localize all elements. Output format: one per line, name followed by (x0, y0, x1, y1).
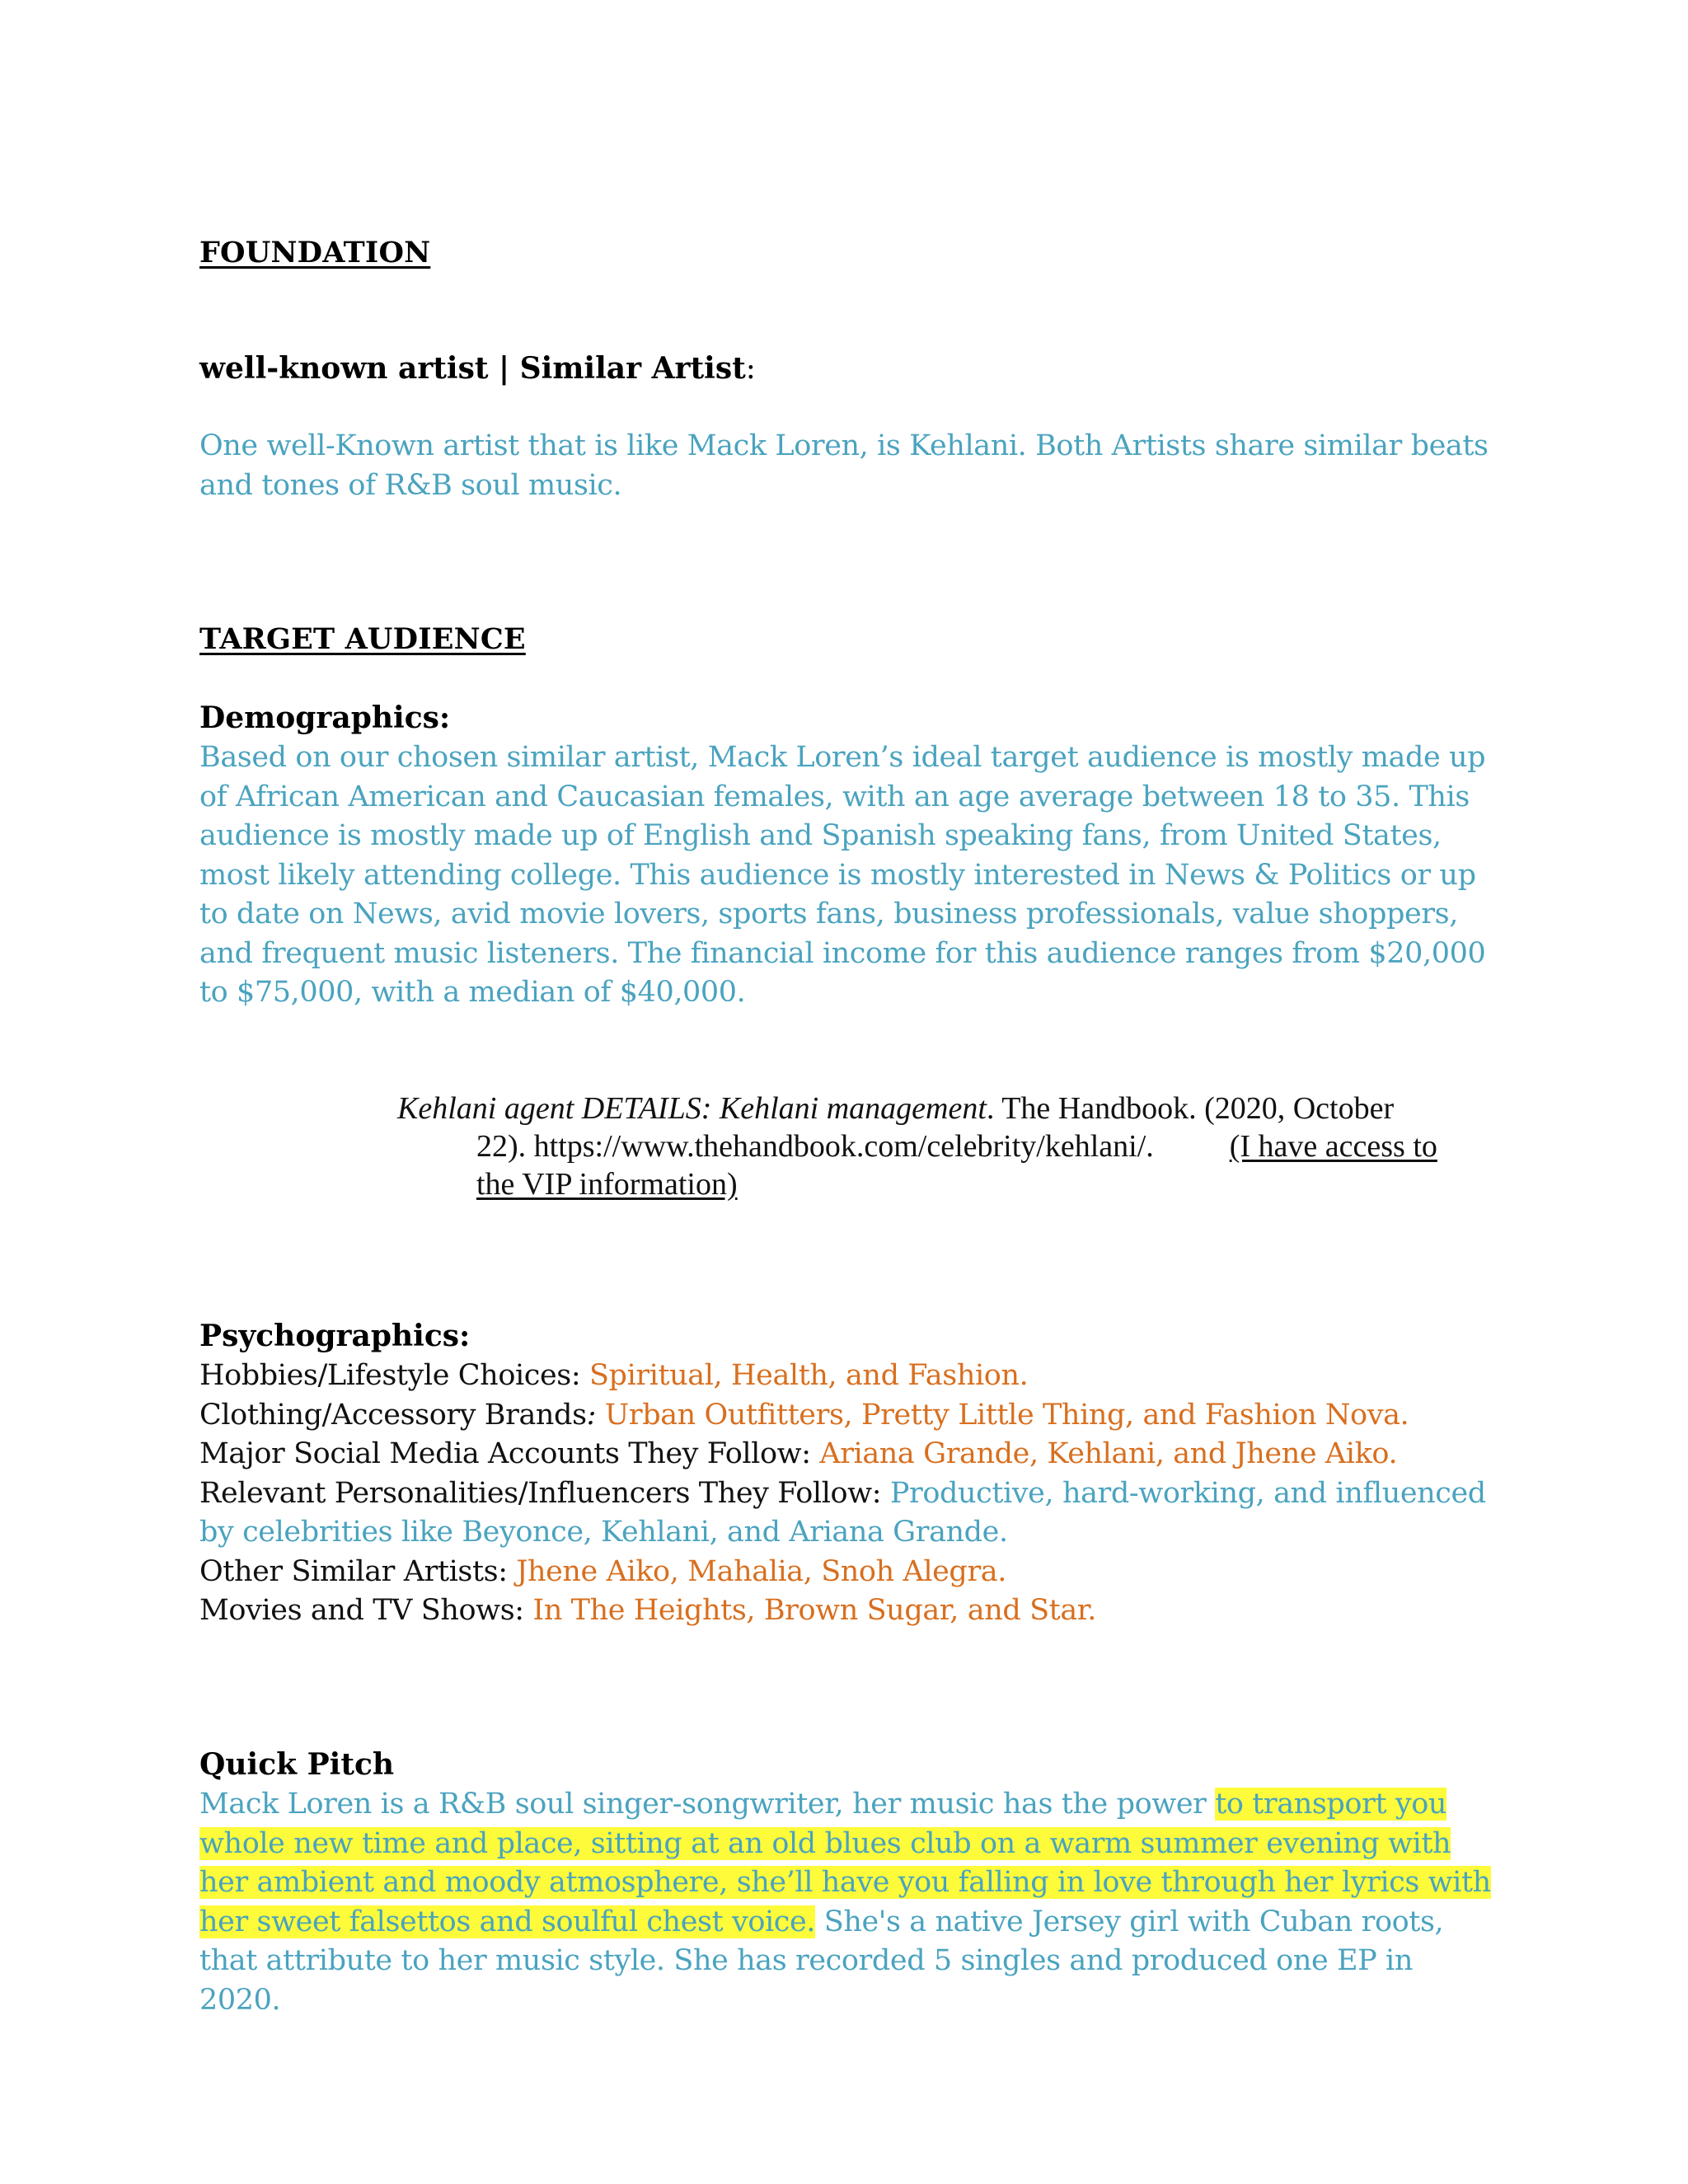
target-audience-heading: TARGET AUDIENCE (199, 622, 526, 656)
psychographics-label: Psychographics: (199, 1319, 471, 1353)
citation-title: Kehlani agent DETAILS: Kehlani management (397, 1091, 987, 1126)
similar-artist-heading (199, 351, 1502, 386)
list-item: Hobbies/Lifestyle Choices: Spiritual, Health, and Fashion. (199, 1359, 1029, 1392)
quick-pitch-text: Mack Loren is a R&B soul singer-songwriter, her music has the power to transport you whole new time and place, sitting at an old blues club on a warm summer evening with her ambient and moody atmosphere, she’ll have you falling in love through her lyrics with her sweet falsettos and soulful chest voice. She's a native Jersey girl with Cuban roots, that attribute to her music style. She has recorded 5 singles and produced one EP in 2020. (199, 1788, 1491, 2017)
psychographics-list (199, 1357, 1502, 1631)
citation-note: (I have access to (1229, 1129, 1437, 1164)
similar-artist-colon: : (745, 352, 756, 386)
quick-pitch-label: Quick Pitch (199, 1747, 395, 1782)
citation-url: 22). https://www.thehandbook.com/celebrity/kehlani/. (476, 1129, 1154, 1164)
demographics-label: Demographics: (199, 701, 451, 735)
similar-artist-label: well-known artist | Similar Artist (199, 351, 746, 386)
similar-artist-text: One well-Known artist that is like Mack Loren, is Kehlani. Both Artists share similar beats and tones of R&B soul music. (199, 429, 1489, 502)
list-item: Clothing/Accessory Brands: Urban Outfitters, Pretty Little Thing, and Fashion Nova. (199, 1398, 1409, 1432)
foundation-heading: FOUNDATION (199, 236, 431, 269)
list-item: Relevant Personalities/Influencers They Follow: Productive, hard-working, and influenced by celebrities like Beyonce, Kehlani, and Ariana Grande. (199, 1476, 1486, 1549)
list-item: Movies and TV Shows: In The Heights, Brown Sugar, and Star. (199, 1594, 1096, 1627)
citation-source: . The Handbook. (2020, October (986, 1091, 1395, 1126)
list-item: Major Social Media Accounts They Follow: Ariana Grande, Kehlani, and Jhene Aiko. (199, 1437, 1398, 1470)
demographics-text: Based on our chosen similar artist, Mack Loren’s ideal target audience is mostly made up of African American and Caucasian females, with an age average between 18 to 35. This audience is mostly made up of English and Spanish speaking fans, from United States, most likely attending college. This audience is mostly interested in News & Politics or up to date on News, avid movie lovers, sports fans, business professionals, value shoppers, and frequent music listeners. The financial income for this audience ranges from $20,000 to $75,000, with a median of $40,000. (199, 741, 1486, 1009)
citation-note-cont: the VIP information) (476, 1167, 738, 1202)
citation (397, 1090, 1484, 1203)
highlighted-text: to transport you whole new time and place, sitting at an old blues club on a warm summer evening with her ambient and moody atmosphere, she’ll have you falling in love through her lyrics with her sweet falsettos and soulful chest voice. (199, 1788, 1491, 1938)
list-item: Other Similar Artists: Jhene Aiko, Mahalia, Snoh Alegra. (199, 1554, 1006, 1588)
